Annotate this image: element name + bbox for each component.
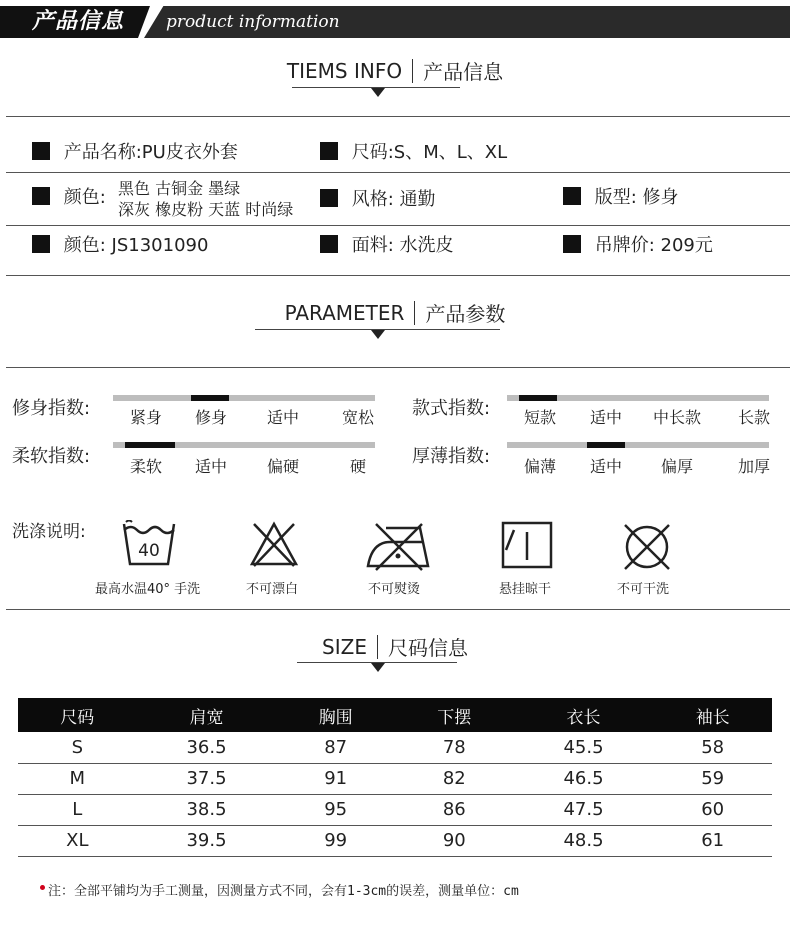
info-product-name: [32, 142, 238, 164]
table-cell: 47.5: [514, 794, 654, 825]
info-price: [563, 235, 713, 257]
info-fit: [563, 187, 679, 209]
header-banner: [0, 0, 790, 44]
wash-caption: 不可熨烫: [368, 582, 421, 597]
param-scale-length: [507, 395, 769, 401]
scale-marker: [125, 442, 175, 448]
table-cell: 48.5: [514, 825, 654, 856]
wash-temp: 40: [138, 541, 160, 561]
scale-tick: 适中: [266, 408, 300, 427]
scale-tick: 偏薄: [523, 457, 557, 476]
table-cell: 46.5: [514, 763, 654, 794]
wash-caption: 不可干洗: [617, 582, 670, 597]
bullet-square-icon: [320, 142, 338, 160]
color-list-line1: 黑色 古铜金 墨绿: [118, 179, 241, 198]
table-row: [18, 825, 772, 856]
table-cell: 99: [276, 825, 395, 856]
param-label-fit: 修身指数:: [12, 398, 91, 419]
bullet-square-icon: [32, 142, 50, 160]
section-title-size: [0, 632, 790, 661]
section-title-cn: 产品参数: [425, 302, 506, 326]
param-label-softness: 柔软指数:: [12, 446, 91, 467]
section-title-en: TIEMS INFO: [286, 58, 403, 83]
title-separator: [414, 301, 415, 325]
param-scale-softness: [113, 442, 375, 448]
table-cell: 58: [653, 732, 772, 763]
param-label-thickness: 厚薄指数:: [412, 446, 491, 467]
banner-subtitle: product information: [166, 12, 340, 32]
table-cell: 87: [276, 732, 395, 763]
scale-marker: [191, 395, 229, 401]
table-cell: 45.5: [514, 732, 654, 763]
info-sizes: [320, 142, 507, 164]
divider: [6, 367, 790, 368]
info-value: 版型: 修身: [594, 187, 679, 208]
table-cell: 95: [276, 794, 395, 825]
note-bullet-icon: [40, 885, 45, 890]
table-header-row: [18, 698, 772, 732]
table-cell: S: [18, 732, 137, 763]
size-table: [18, 698, 772, 857]
divider: [6, 225, 790, 226]
table-cell: 82: [395, 763, 514, 794]
title-separator: [377, 635, 378, 659]
table-cell: 39.5: [137, 825, 277, 856]
bullet-square-icon: [320, 189, 338, 207]
table-cell: 60: [653, 794, 772, 825]
table-cell: 78: [395, 732, 514, 763]
scale-marker: [519, 395, 557, 401]
bullet-square-icon: [32, 187, 50, 205]
table-cell: 59: [653, 763, 772, 794]
title-separator: [412, 59, 413, 83]
table-header-cell: 袖长: [653, 698, 772, 732]
table-cell: 86: [395, 794, 514, 825]
info-colors: [32, 187, 106, 209]
bullet-square-icon: [563, 187, 581, 205]
bullet-square-icon: [320, 235, 338, 253]
info-value: 颜色: JS1301090: [63, 235, 209, 256]
param-label-length: 款式指数:: [412, 398, 491, 419]
section-title-parameter: [0, 298, 790, 327]
section-title-cn: 产品信息: [423, 60, 504, 84]
table-cell: 37.5: [137, 763, 277, 794]
info-value: 尺码:S、M、L、XL: [351, 142, 508, 163]
scale-tick: 中长款: [652, 408, 702, 427]
wash-caption: 最高水温40° 手洗: [95, 582, 201, 597]
down-triangle-icon: [371, 663, 385, 672]
table-cell: 61: [653, 825, 772, 856]
table-cell: 36.5: [137, 732, 277, 763]
table-row: [18, 794, 772, 825]
scale-tick: 修身: [194, 408, 228, 427]
table-header-cell: 下摆: [395, 698, 514, 732]
wash-caption: 悬挂晾干: [499, 582, 552, 597]
divider: [6, 116, 790, 117]
hang-dry-icon: [500, 520, 554, 570]
scale-tick: 偏厚: [660, 457, 694, 476]
info-label: 颜色:: [63, 187, 106, 208]
info-style: [320, 189, 436, 211]
scale-tick: 柔软: [129, 457, 163, 476]
color-list-line2: 深灰 橡皮粉 天蓝 时尚绿: [118, 200, 294, 219]
table-header-cell: 衣长: [514, 698, 654, 732]
bullet-square-icon: [563, 235, 581, 253]
scale-tick: 紧身: [129, 408, 163, 427]
scale-tick: 加厚: [737, 457, 771, 476]
divider: [6, 172, 790, 173]
info-value: 风格: 通勤: [351, 189, 436, 210]
table-cell: 90: [395, 825, 514, 856]
measurement-note: 注：全部平铺均为手工测量，因测量方式不同，会有1-3cm的误差，测量单位：cm: [48, 884, 519, 899]
no-bleach-icon: [248, 520, 300, 570]
table-cell: 91: [276, 763, 395, 794]
info-value: 面料: 水洗皮: [351, 235, 454, 256]
info-fabric: [320, 235, 454, 257]
wash-label: 洗涤说明:: [12, 522, 86, 542]
scale-tick: 硬: [349, 457, 367, 476]
table-header-cell: 胸围: [276, 698, 395, 732]
wash-caption: 不可漂白: [246, 582, 299, 597]
down-triangle-icon: [371, 330, 385, 339]
table-row: [18, 732, 772, 763]
scale-marker: [587, 442, 625, 448]
no-iron-icon: [364, 520, 432, 572]
table-header-cell: 尺码: [18, 698, 137, 732]
section-title-en: SIZE: [322, 634, 367, 659]
table-cell: XL: [18, 825, 137, 856]
bullet-square-icon: [32, 235, 50, 253]
section-title-info: [0, 56, 790, 85]
banner-title: 产品信息: [32, 9, 125, 34]
table-cell: L: [18, 794, 137, 825]
table-header-cell: 肩宽: [137, 698, 277, 732]
table-cell: 38.5: [137, 794, 277, 825]
divider: [6, 609, 790, 610]
scale-tick: 短款: [523, 408, 557, 427]
scale-tick: 适中: [194, 457, 228, 476]
param-scale-thickness: [507, 442, 769, 448]
hand-wash-icon: [120, 520, 178, 570]
divider: [6, 275, 790, 276]
down-triangle-icon: [371, 88, 385, 97]
scale-tick: 适中: [589, 408, 623, 427]
table-cell: M: [18, 763, 137, 794]
scale-tick: 宽松: [341, 408, 375, 427]
info-code: [32, 235, 208, 257]
section-title-en: PARAMETER: [284, 300, 405, 325]
scale-tick: 偏硬: [266, 457, 300, 476]
table-row: [18, 763, 772, 794]
info-value: 吊牌价: 209元: [594, 235, 713, 256]
section-title-cn: 尺码信息: [387, 636, 468, 660]
scale-tick: 长款: [737, 408, 771, 427]
no-dry-clean-icon: [620, 520, 674, 574]
param-scale-fit: [113, 395, 375, 401]
info-value: 产品名称:PU皮衣外套: [63, 142, 238, 163]
scale-tick: 适中: [589, 457, 623, 476]
